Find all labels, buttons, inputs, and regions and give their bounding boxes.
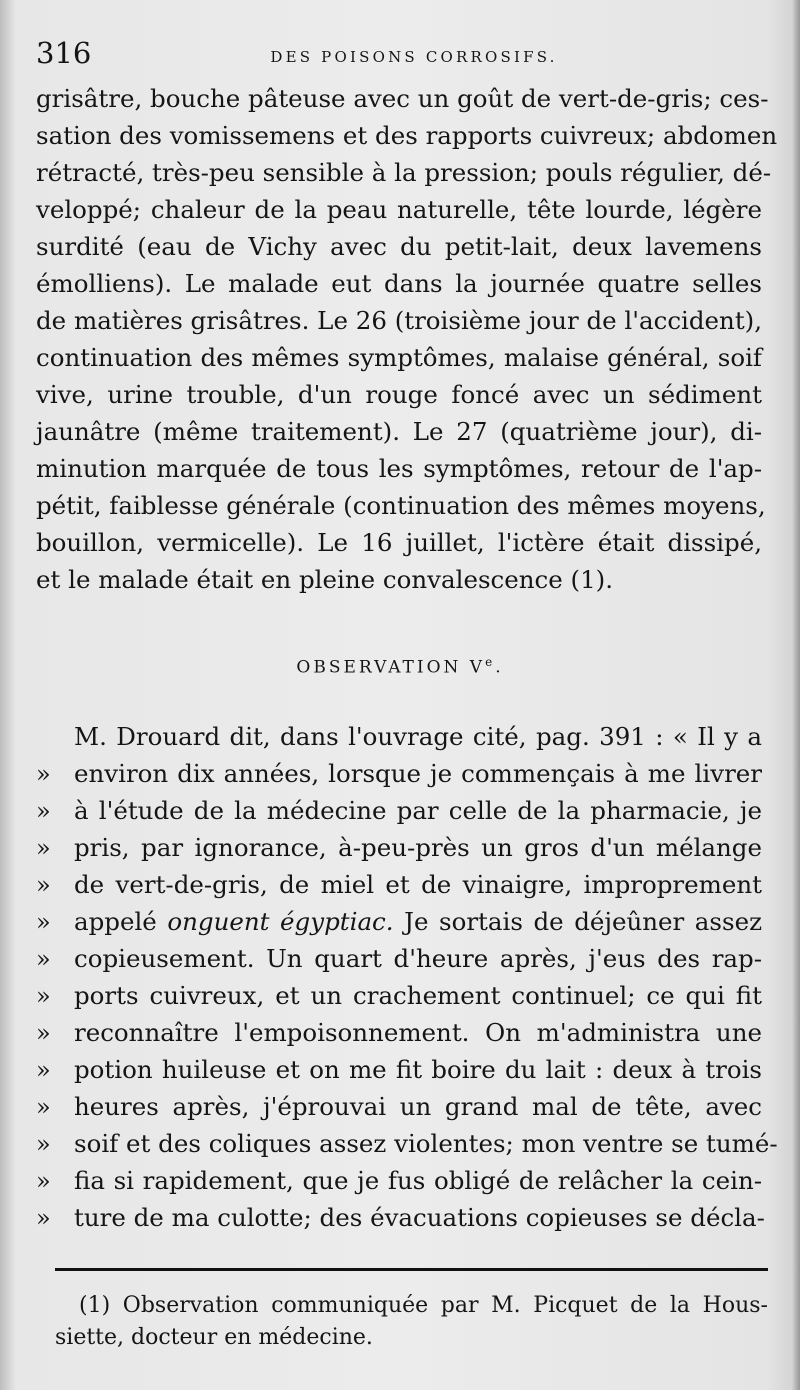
text-line: potion huileuse et on me fit boire du lait : deux à trois (74, 1055, 762, 1084)
quote-mark: » (36, 1167, 51, 1195)
text-line: veloppé; chaleur de la peau naturelle, tête lourde, légère (36, 195, 762, 224)
text-line: pris, par ignorance, à-peu-près un gros d'un mélange (74, 833, 762, 862)
text-fragment: Je sortais de déjeûner assez (404, 907, 762, 936)
section-heading-superscript: e (485, 655, 496, 669)
quote-mark: » (36, 797, 51, 825)
text-line: pétit, faiblesse générale (continuation des mêmes moyens, (36, 491, 766, 520)
quote-mark: » (36, 834, 51, 862)
italic-term: onguent égyptiac. (167, 907, 394, 936)
text-line: émolliens). Le malade eut dans la journée quatre selles (36, 269, 762, 298)
text-line: fia si rapidement, que je fus obligé de relâcher la cein- (74, 1166, 762, 1195)
text-line: de vert-de-gris, de miel et de vinaigre, improprement (74, 870, 762, 899)
text-line: et le malade était en pleine convalescence (1). (36, 565, 614, 594)
section-heading-period: . (495, 657, 504, 678)
text-line: environ dix années, lorsque je commençais à me livrer (74, 759, 762, 788)
section-heading-text: OBSERVATION V (296, 657, 486, 678)
footnote-line: siette, docteur en médecine. (55, 1325, 373, 1350)
text-line: jaunâtre (même traitement). Le 27 (quatrième jour), di- (36, 417, 762, 446)
quote-mark: » (36, 1204, 51, 1232)
quote-mark: » (36, 1130, 51, 1158)
quote-mark: » (36, 1019, 51, 1047)
text-line: continuation des mêmes symptômes, malaise général, soif (36, 343, 762, 372)
page-number: 316 (36, 36, 92, 70)
text-line: reconnaître l'empoisonnement. On m'administra une (74, 1018, 762, 1047)
footnote-line: (1) Observation communiquée par M. Picquet de la Hous- (79, 1293, 768, 1318)
text-line: soif et des coliques assez violentes; mon ventre se tumé- (74, 1129, 778, 1158)
quote-mark: » (36, 871, 51, 899)
text-line: surdité (eau de Vichy avec du petit-lait, deux lavemens (36, 232, 762, 261)
quote-mark: » (36, 982, 51, 1010)
text-line: ports cuivreux, et un crachement continuel; ce qui fit (74, 981, 762, 1010)
text-line: M. Drouard dit, dans l'ouvrage cité, pag. 391 : « Il y a (74, 722, 762, 751)
text-line: heures après, j'éprouvai un grand mal de tête, avec (74, 1092, 762, 1121)
text-line: vive, urine trouble, d'un rouge foncé avec un sédiment (36, 380, 762, 409)
page-header (32, 36, 772, 80)
footnote-divider (55, 1268, 768, 1271)
text-line: sation des vomissemens et des rapports cuivreux; abdomen (36, 121, 778, 150)
text-line-with-italic (74, 903, 762, 941)
text-line: ture de ma culotte; des évacuations copieuses se décla- (74, 1203, 765, 1232)
text-line: de matières grisâtres. Le 26 (troisième jour de l'accident), (36, 306, 763, 335)
text-line: copieusement. Un quart d'heure après, j'eus des rap- (74, 944, 762, 973)
page-edge-shadow (792, 0, 800, 1390)
section-heading (230, 655, 570, 678)
quote-mark: » (36, 908, 51, 936)
quote-mark: » (36, 760, 51, 788)
text-line: grisâtre, bouche pâteuse avec un goût de vert-de-gris; ces- (36, 84, 769, 113)
quote-mark: » (36, 1093, 51, 1121)
text-line: rétracté, très-peu sensible à la pression; pouls régulier, dé- (36, 158, 772, 187)
text-line: à l'étude de la médecine par celle de la pharmacie, je (74, 796, 762, 825)
quote-mark: » (36, 1056, 51, 1084)
text-fragment: appelé (74, 907, 157, 936)
quote-mark: » (36, 945, 51, 973)
text-line: minution marquée de tous les symptômes, retour de l'ap- (36, 454, 762, 483)
running-title: DES POISONS CORROSIFS. (270, 48, 558, 66)
text-line: bouillon, vermicelle). Le 16 juillet, l'ictère était dissipé, (36, 528, 762, 557)
footnote (55, 1290, 768, 1354)
